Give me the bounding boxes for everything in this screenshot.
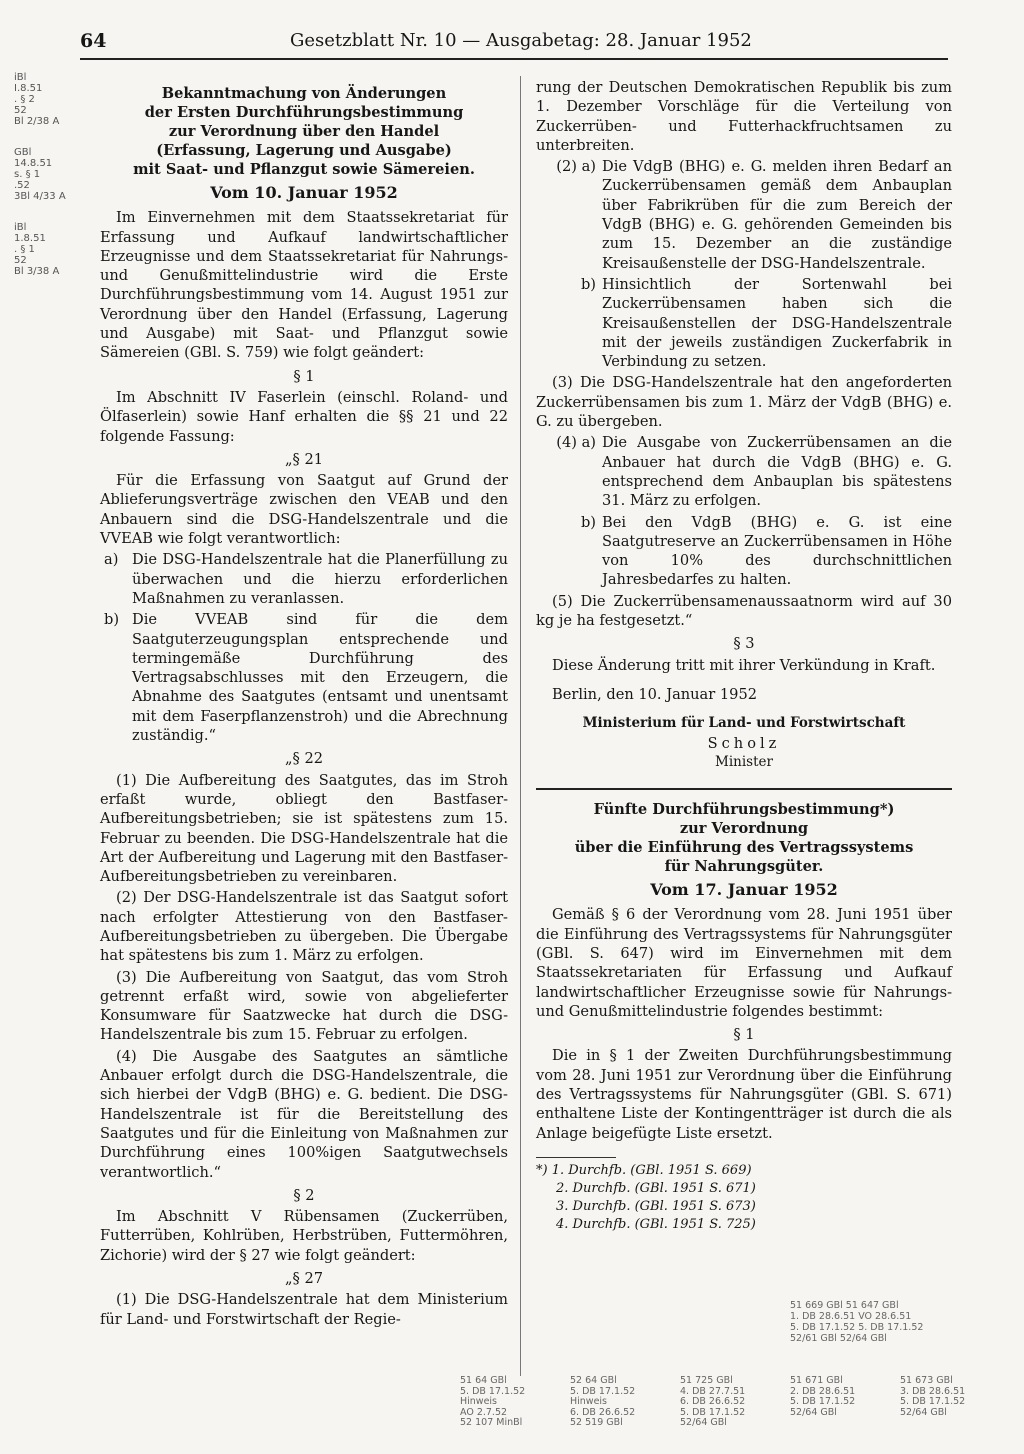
- list-marker: b): [104, 611, 120, 629]
- stamp-line: 1. DB 28.6.51 VO 28.6.51: [790, 1311, 912, 1322]
- list-item: [104, 550, 508, 608]
- stamp-line: Hinweis: [570, 1396, 608, 1407]
- signer-title: Minister: [715, 753, 773, 770]
- regulation-date: Vom 17. Januar 1952: [650, 880, 838, 900]
- footnote: 4. Durchfb. (GBl. 1951 S. 725): [556, 1216, 756, 1232]
- stamp-line: 51 671 GBl: [790, 1375, 843, 1386]
- paragraph-text: (1) Die Aufbereitung des Saatgutes, das im Stroh erfaßt wurde, obliegt den Bastfaser-Aufbereitungsbetrieben; sie ist spätestens zum 15. Februar zu beenden. Die DSG-Handelszentrale hat die Art der Aufbereitung und Lagerung mit den Bastfaser-Aufbereitungsbetrieben zu vereinbaren.: [100, 771, 508, 886]
- margin-note: 14.8.51: [14, 158, 53, 169]
- list-item: [536, 157, 952, 273]
- section-heading: § 2: [293, 1186, 315, 1204]
- stamp-line: 3. DB 28.6.51: [900, 1385, 966, 1397]
- margin-note-block: [14, 147, 84, 202]
- archive-stamp: [570, 1376, 646, 1429]
- stamp-line: 52/64 GBl: [900, 1406, 947, 1418]
- stamp-line: 5. DB 17.1.52: [900, 1396, 966, 1407]
- list-marker: b): [580, 513, 596, 531]
- stamp-line: 5. DB 17.1.52 5. DB 17.1.52: [790, 1322, 924, 1333]
- list-marker: (2) a): [556, 158, 596, 176]
- paragraph-text: (4) Die Ausgabe des Saatgutes an sämtliche Anbauer erfolgt durch die DSG-Handelszentrale, die sich hierbei der VdgB (BHG) e. G. bedient. Die DSG-Handelszentrale ist für die Bereitstellung des Saatgutes und für die Einleitung von Maßnahmen zur Durchführung eines 100%igen Saatgutwechsels verantwortlich.“: [100, 1047, 508, 1181]
- margin-note: Bl 3/38 A: [14, 266, 60, 277]
- list-text: Hinsichtlich der Sortenwahl bei Zuckerrübensamen haben sich die Kreisaußenstellen der DSG-Handelszentrale mit der jeweils zuständigen Zuckerfabrik in Verbindung zu setzen.: [602, 275, 952, 371]
- stamp-line: 52 519 GBl: [570, 1417, 623, 1428]
- place-date: Berlin, den 10. Januar 1952: [552, 685, 758, 703]
- footnote-rule: [536, 1157, 616, 1158]
- paragraph-heading: „§ 21: [284, 450, 324, 468]
- notice-date: Vom 10. Januar 1952: [210, 183, 398, 202]
- title-line: zur Verordnung: [679, 820, 809, 838]
- title-line: über die Einführung des Vertragssystems: [574, 839, 914, 857]
- list-text: Die DSG-Handelszentrale hat die Planerfüllung zu überwachen und die hierzu erforderlichen Maßnahmen zu veranlassen.: [132, 551, 508, 607]
- ministry-name: Ministerium für Land- und Forstwirtschaft: [582, 715, 906, 732]
- list-item: [536, 433, 952, 510]
- regulation-title: [536, 800, 952, 876]
- margin-note: . § 2: [14, 94, 35, 105]
- stamp-line: 52/64 GBl: [680, 1417, 727, 1428]
- page-number: 64: [80, 30, 107, 52]
- stamp-line: 52/64 GBl: [790, 1406, 837, 1418]
- margin-note: I.8.51: [14, 83, 43, 94]
- stamp-line: 52/61 GBl 52/64 GBl: [790, 1333, 887, 1344]
- intro-paragraph: Im Einvernehmen mit dem Staatssekretariat für Erfassung und Aufkauf landwirtschaftlicher Erzeugnisse und dem Staatssekretariat für Nahrungs- und Genußmittelindustrie wird die Erste Durchführungsbestimmung vom 14. August 1951 zur Verordnung über den Handel (Erfassung, Lagerung und Ausgabe) mit Saat- und Pflanzgut sowie Sämereien (GBl. S. 759) wie folgt geändert:: [100, 209, 508, 362]
- archive-stamps-bottom: [460, 1376, 980, 1446]
- margin-note: . § 1: [14, 244, 35, 255]
- paragraph-text: (1) Die DSG-Handelszentrale hat dem Ministerium für Land- und Forstwirtschaft der Regie-: [100, 1291, 508, 1328]
- page-title: Gesetzblatt Nr. 10 — Ausgabetag: 28. Januar 1952: [290, 30, 752, 51]
- paragraph-text: (2) Der DSG-Handelszentrale ist das Saatgut sofort nach erfolgter Attestierung von den Bastfaser-Aufbereitungsbetrieben zu übergeben. Die Übergabe hat spätestens bis zum 1. März zu erfolgen.: [100, 889, 508, 965]
- margin-note: iBl: [14, 72, 27, 83]
- list-marker: b): [580, 275, 596, 293]
- title-line: zur Verordnung über den Handel: [168, 123, 440, 140]
- column-divider: [520, 76, 521, 1376]
- paragraph-heading: „§ 22: [284, 750, 324, 768]
- margin-note: s. § 1: [14, 169, 41, 180]
- stamp-line: 4. DB 27.7.51: [680, 1385, 746, 1397]
- list-text: Die VVEAB sind für die dem Saatguterzeugungsplan entsprechende und termingemäße Durchführung des Vertragsabschlusses mit den Erzeugern, die Abnahme des Saatgutes (entsamt und unentsamt mit dem Faserpflanzenstroh) und die Abrechnung zuständig.“: [132, 611, 508, 745]
- margin-note-block: [14, 72, 84, 127]
- archive-stamp: [900, 1376, 976, 1418]
- footnote: *) 1. Durchfb. (GBl. 1951 S. 669): [536, 1162, 752, 1178]
- archive-stamp: [460, 1376, 536, 1429]
- archive-stamps-right: [790, 1300, 980, 1344]
- margin-note: 52: [14, 105, 27, 116]
- stamp-line: AO 2.7.52: [460, 1406, 508, 1418]
- title-line: mit Saat- und Pflanzgut sowie Sämereien.: [133, 161, 475, 178]
- list-item: [536, 513, 952, 590]
- footnote: 2. Durchfb. (GBl. 1951 S. 671): [556, 1180, 756, 1196]
- margin-note: Bl 2/38 A: [14, 116, 60, 127]
- margin-notes: [14, 72, 84, 297]
- section-heading: § 1: [293, 367, 315, 385]
- stamp-line: 52 107 MinBl: [460, 1417, 523, 1428]
- margin-note: .52: [14, 180, 30, 191]
- stamp-line: 6. DB 26.6.52: [570, 1406, 636, 1418]
- left-column: [100, 78, 508, 1331]
- section-text: Im Abschnitt IV Faserlein (einschl. Roland- und Ölfaserlein) sowie Hanf erhalten die §§ 21 und 22 folgende Fassung:: [100, 388, 508, 445]
- list-text: Die VdgB (BHG) e. G. melden ihren Bedarf an Zuckerrübensamen gemäß dem Anbauplan über Fabrikrüben für die zum Bereich der VdgB (BHG) e. G. gehörenden Gemeinden bis zum 15. Dezember an die zuständige Kreisaußenstelle der DSG-Handelszentrale.: [602, 158, 952, 272]
- title-line: für Nahrungsgüter.: [664, 858, 824, 876]
- stamp-line: 51 725 GBl: [680, 1375, 733, 1386]
- list-marker: (4) a): [556, 434, 596, 452]
- archive-stamp: [790, 1376, 866, 1418]
- title-line: Bekanntmachung von Änderungen: [161, 85, 447, 102]
- stamp-line: 51 673 GBl: [900, 1375, 953, 1386]
- section-heading: § 3: [733, 635, 755, 653]
- title-line: Fünfte Durchführungsbestimmung*): [593, 801, 895, 819]
- section-text: Diese Änderung tritt mit ihrer Verkündung in Kraft.: [552, 656, 936, 674]
- section-text: Im Abschnitt V Rübensamen (Zuckerrüben, Futterrüben, Kohlrüben, Herbstrüben, Futtermöhren, Zichorie) wird der § 27 wie folgt geändert:: [100, 1208, 508, 1264]
- paragraph-text: rung der Deutschen Demokratischen Republik bis zum 1. Dezember Vorschläge für die Verteilung von Zuckerrüben- und Futterhackfruchtsamen zu unterbreiten.: [536, 79, 952, 154]
- list-marker: a): [104, 551, 119, 569]
- stamp-line: 2. DB 28.6.51: [790, 1385, 856, 1397]
- margin-note: iBl: [14, 222, 27, 233]
- paragraph-text: (3) Die Aufbereitung von Saatgut, das vom Stroh getrennt erfaßt wird, sowie von abgelieferter Konsumware für Saatzwecke hat durch die DSG-Handelszentrale bis zum 15. Februar zu erfolgen.: [100, 968, 508, 1044]
- notice-title: [100, 84, 508, 179]
- archive-stamp: [680, 1376, 756, 1429]
- stamp-line: 5. DB 17.1.52: [460, 1385, 526, 1397]
- right-column: [536, 78, 952, 1234]
- stamp-line: 6. DB 26.6.52: [680, 1396, 746, 1407]
- section-divider: [536, 788, 952, 790]
- stamp-line: 51 64 GBl: [460, 1375, 507, 1386]
- margin-note: 3Bl 4/33 A: [14, 191, 66, 202]
- margin-note-block: [14, 222, 84, 277]
- stamp-line: 5. DB 17.1.52: [790, 1396, 856, 1407]
- list-text: Bei den VdgB (BHG) e. G. ist eine Saatgutreserve an Zuckerrübensamen in Höhe von 10% des durchschnittlichen Jahresbedarfes zu halten.: [602, 513, 952, 589]
- stamp-line: Hinweis: [460, 1396, 498, 1407]
- stamp-line: 5. DB 17.1.52: [680, 1406, 746, 1418]
- list-text: Die Ausgabe von Zuckerrübensamen an die Anbauer hat durch die VdgB (BHG) e. G. entsprechend dem Anbauplan bis spätestens 31. März zu erfolgen.: [602, 434, 952, 510]
- stamp-line: 51 669 GBl 51 647 GBl: [790, 1300, 899, 1311]
- page-header: [80, 28, 948, 60]
- stamp-line: 5. DB 17.1.52: [570, 1385, 636, 1397]
- margin-note: 52: [14, 255, 27, 266]
- title-line: der Ersten Durchführungsbestimmung: [144, 104, 464, 121]
- paragraph-text: (5) Die Zuckerrübensamenaussaatnorm wird auf 30 kg je ha festgesetzt.“: [536, 592, 952, 630]
- section-heading: § 1: [733, 1026, 755, 1044]
- paragraph-text: (3) Die DSG-Handelszentrale hat den angeforderten Zuckerrübensamen bis zum 1. März der VdgB (BHG) e. G. zu übergeben.: [536, 374, 952, 431]
- margin-note: GBl: [14, 147, 32, 158]
- footnotes: [536, 1162, 952, 1234]
- margin-note: 1.8.51: [14, 233, 46, 244]
- intro-paragraph: Gemäß § 6 der Verordnung vom 28. Juni 1951 über die Einführung des Vertragssystems für Nahrungsgüter (GBl. S. 647) wird im Einvernehmen mit dem Staatssekretariaten für Erfassung und Aufkauf landwirtschaftlicher Erzeugnisse sowie für Nahrungs- und Genußmittelindustrie folgendes bestimmt:: [536, 906, 952, 1020]
- list-item: [536, 275, 952, 371]
- paragraph-text: Für die Erfassung von Saatgut auf Grund der Ablieferungsverträge zwischen den VEAB und den Anbauern sind die DSG-Handelszentrale und die VVEAB wie folgt verantwortlich:: [100, 472, 508, 548]
- paragraph-heading: „§ 27: [284, 1270, 324, 1288]
- stamp-line: 52 64 GBl: [570, 1375, 617, 1386]
- footnote: 3. Durchfb. (GBl. 1951 S. 673): [556, 1198, 756, 1214]
- signer-name: Scholz: [707, 734, 781, 752]
- title-line: (Erfassung, Lagerung und Ausgabe): [156, 142, 452, 159]
- section-text: Die in § 1 der Zweiten Durchführungsbestimmung vom 28. Juni 1951 zur Verordnung über die Einführung des Vertragssystems für Nahrungsgüter (GBl. S. 671) enthaltene Liste der Kontingentträger ist durch die als Anlage beigefügte Liste ersetzt.: [536, 1047, 952, 1142]
- list-item: [104, 610, 508, 745]
